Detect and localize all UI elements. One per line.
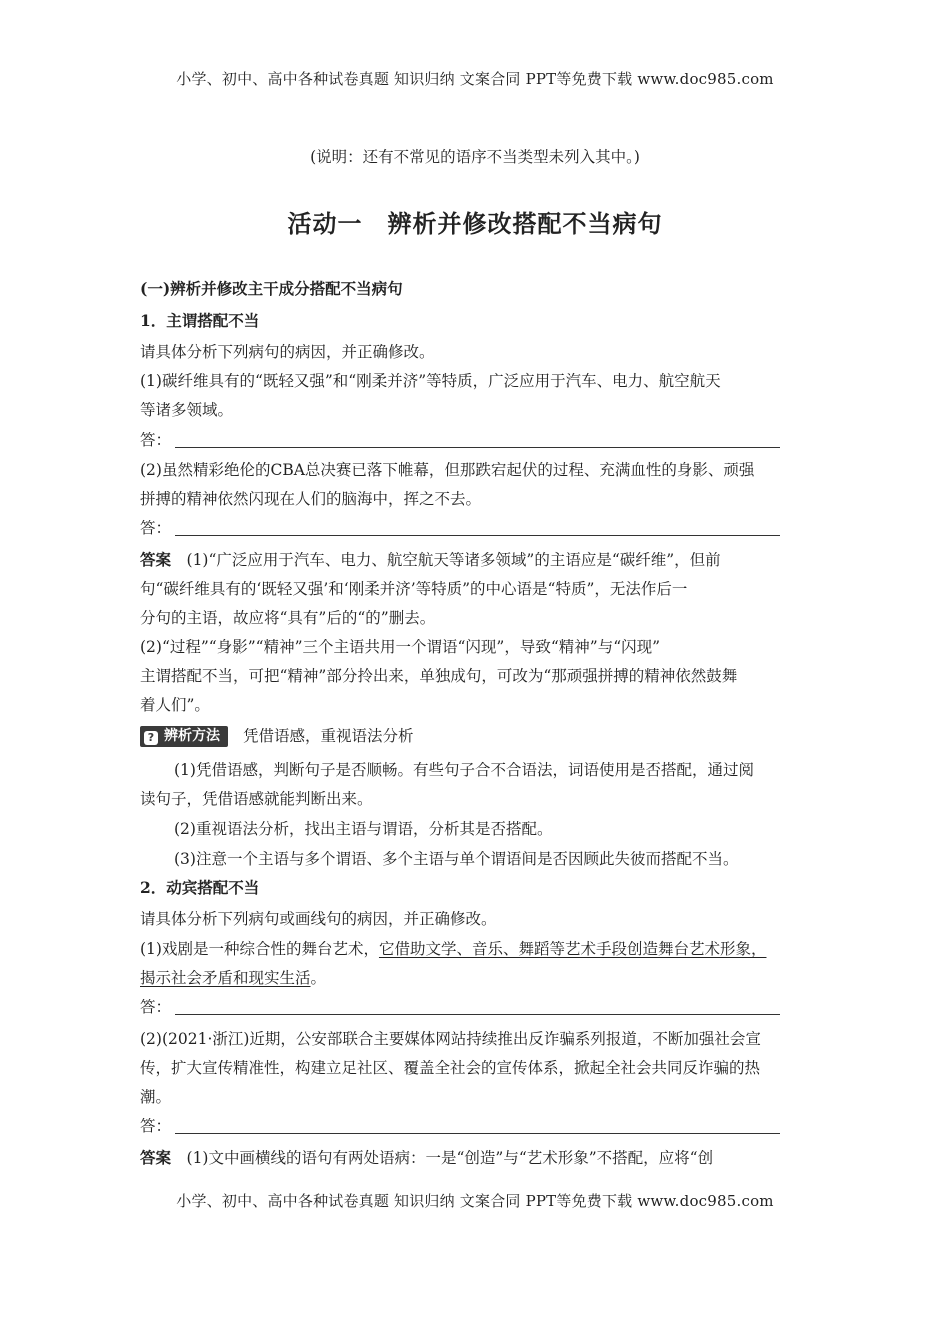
method-point-1-line-1: (1)凭借语感，判断句子是否顺畅。有些句子合不合语法，词语使用是否搭配，通过阅 (174, 761, 754, 779)
instruction: 请具体分析下列病句的病因，并正确修改。 (140, 343, 435, 361)
question-4-line-3: 潮。 (140, 1088, 172, 1106)
question-1-line-1: (1)碳纤维具有的“既轻又强”和“刚柔并济”等特质，广泛应用于汽车、电力、航空航天 (140, 372, 721, 390)
question-3-end: 。 (310, 969, 327, 987)
note: (说明：还有不常见的语序不当类型未列入其中。) (310, 148, 640, 166)
answer-line-1 (140, 430, 780, 450)
answer-key-line-4: (2)“过程”“身影”“精神”三个主语共用一个谓语“闪现”，导致“精神”与“闪现” (140, 638, 661, 656)
answer-line-3 (140, 997, 780, 1017)
page-footer: 小学、初中、高中各种试卷真题 知识归纳 文案合同 PPT等免费下载 www.doc985.com (176, 1192, 774, 1210)
answer-line-4 (140, 1116, 780, 1136)
method-point-3: (3)注意一个主语与多个谓语、多个主语与单个谓语间是否因顾此失彼而搭配不当。 (174, 850, 739, 868)
subheading-verb-object: 2．动宾搭配不当 (140, 878, 260, 897)
question-3-text: (1)戏剧是一种综合性的舞台艺术， (140, 940, 379, 958)
question-4-line-1: (2)(2021·浙江)近期，公安部联合主要媒体网站持续推出反诈骗系列报道，不断加强社会宣 (140, 1030, 761, 1048)
method-point-2: (2)重视语法分析，找出主语与谓语，分析其是否搭配。 (174, 820, 553, 838)
method-heading-row (140, 726, 413, 747)
question-2-line-1: (2)虽然精彩绝伦的CBA总决赛已落下帷幕，但那跌宕起伏的过程、充满血性的身影、顽强 (140, 461, 755, 479)
method-heading: 凭借语感，重视语法分析 (242, 727, 414, 745)
answer-key-text: (1)文中画横线的语句有两处语病：一是“创造”与“艺术形象”不搭配，应将“创 (171, 1149, 714, 1167)
page-header: 小学、初中、高中各种试卷真题 知识归纳 文案合同 PPT等免费下载 www.doc985.com (176, 70, 774, 88)
answer-blank (175, 432, 780, 448)
method-badge-label: 辨析方法 (164, 728, 220, 744)
question-1-line-2: 等诸多领域。 (140, 401, 234, 419)
underlined-sentence-part-2: 揭示社会矛盾和现实生活 (140, 969, 311, 987)
question-3-line-2 (140, 968, 326, 988)
answer-key-line-7 (140, 1148, 713, 1168)
answer-blank (175, 520, 780, 536)
question-3-line-1 (140, 939, 766, 959)
answer-key-line-1 (140, 550, 721, 570)
answer-label: 答： (140, 431, 172, 449)
subheading-subject-predicate: 1．主谓搭配不当 (140, 311, 260, 330)
section-heading: (一)辨析并修改主干成分搭配不当病句 (140, 279, 403, 298)
answer-key-line-5: 主谓搭配不当，可把“精神”部分拎出来，单独成句，可改为“那顽强拼搏的精神依然鼓舞 (140, 667, 738, 685)
method-badge-icon: ? (144, 731, 158, 745)
instruction-2: 请具体分析下列病句或画线句的病因，并正确修改。 (140, 910, 497, 928)
method-badge (140, 726, 228, 747)
answer-key-line-6: 着人们”。 (140, 696, 210, 714)
answer-blank (175, 1118, 780, 1134)
answer-key-line-3: 分句的主语，故应将“具有”后的“的”删去。 (140, 609, 436, 627)
method-point-1-line-2: 读句子，凭借语感就能判断出来。 (140, 790, 373, 808)
answer-line-2 (140, 518, 780, 538)
answer-key-line-2: 句“碳纤维具有的‘既轻又强’和‘刚柔并济’等特质”的中心语是“特质”，无法作后一 (140, 580, 688, 598)
question-2-line-2: 拼搏的精神依然闪现在人们的脑海中，挥之不去。 (140, 490, 482, 508)
answer-blank (175, 999, 780, 1015)
answer-label: 答： (140, 519, 172, 537)
answer-key-label: 答案 (140, 1148, 172, 1167)
underlined-sentence-part-1: 它借助文学、音乐、舞蹈等艺术手段创造舞台艺术形象， (378, 940, 767, 958)
answer-label: 答： (140, 998, 172, 1016)
question-4-line-2: 传，扩大宣传精准性，构建立足社区、覆盖全社会的宣传体系，掀起全社会共同反诈骗的热 (140, 1059, 761, 1077)
answer-key-text: (1)“广泛应用于汽车、电力、航空航天等诸多领域”的主语应是“碳纤维”，但前 (171, 551, 721, 569)
page-title: 活动一 辨析并修改搭配不当病句 (287, 210, 663, 238)
answer-label: 答： (140, 1117, 172, 1135)
answer-key-label: 答案 (140, 550, 172, 569)
